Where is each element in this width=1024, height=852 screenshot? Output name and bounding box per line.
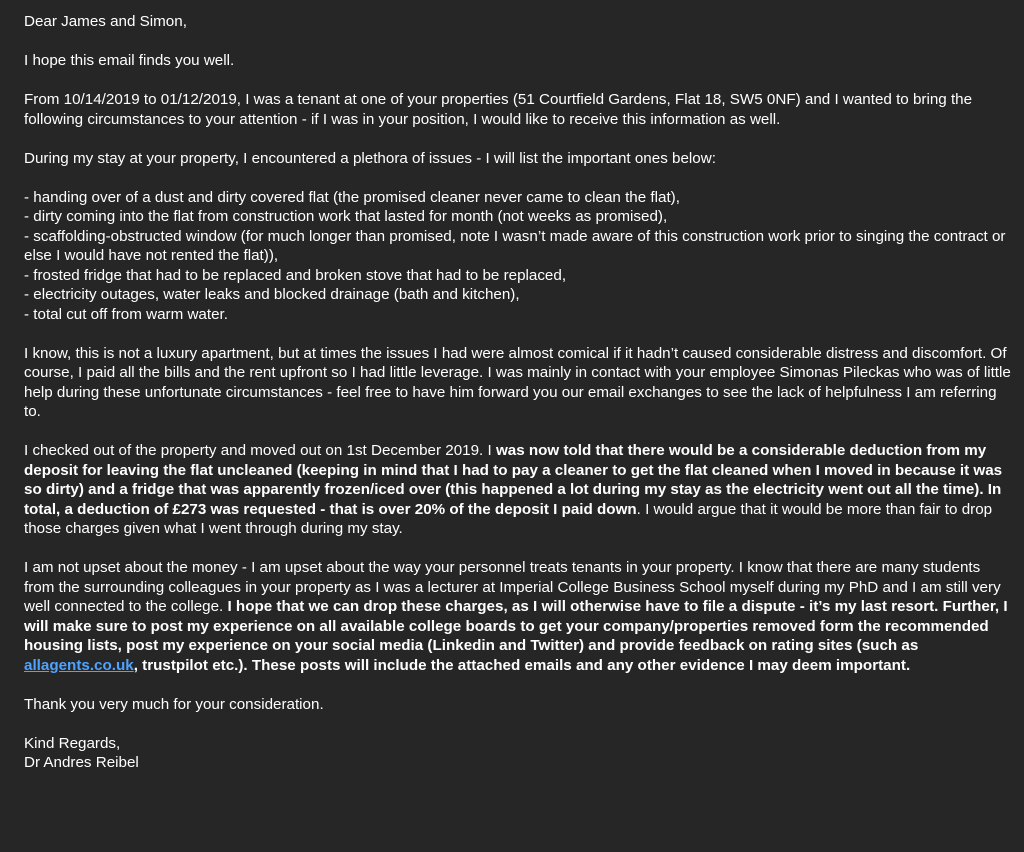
allagents-link[interactable]: allagents.co.uk xyxy=(24,656,134,674)
deduction-text-end: . I would argue that it would be more than fair to drop those charges given what I went through during my stay. xyxy=(24,500,993,537)
issue-item: - handing over of a dust and dirty covered flat (the promised cleaner never came to clean the flat), xyxy=(24,188,680,206)
paragraph-context: I know, this is not a luxury apartment, but at times the issues I had were almost comical if it hadn’t caused considerable distress and discomfort. Of course, I paid all the bills and the rent upfront so I had little leverage. I was mainly in contact with your employee Simonas Pileckas who was of little help during these unfortunate circumstances - feel free to have him forward you our email exchanges to see the lack of helpfulness I am referring to. xyxy=(24,344,1011,420)
dispute-bold-text: I hope that we can drop these charges, as I will otherwise have to file a dispute - it’s my last resort. Further, I will make sure to post my experience on all available college boards to get your company/properties removed form the recommended housing lists, post my experience on your social media (Linkedin and Twitter) and provide feedback on rating sites (such as xyxy=(24,598,1008,654)
signature-block xyxy=(24,734,1014,773)
issue-item: - dirty coming into the flat from construction work that lasted for month (not weeks as promised), xyxy=(24,208,668,225)
intro-paragraph: I hope this email finds you well. xyxy=(24,52,235,69)
issue-item: - frosted fridge that had to be replaced and broken stove that had to be replaced, xyxy=(24,266,567,284)
thanks-paragraph: Thank you very much for your consideration. xyxy=(24,695,324,713)
dispute-bold-text-end: , trustpilot etc.). These posts will include the attached emails and any other evidence I may deem important. xyxy=(133,656,911,674)
issue-item: - electricity outages, water leaks and blocked drainage (bath and kitchen), xyxy=(24,286,520,303)
deduction-text-start: I checked out of the property and moved out on 1st December 2019. I xyxy=(24,442,496,459)
issue-item: - scaffolding-obstructed window (for much longer than promised, note I wasn’t made aware of this construction work prior to singing the contract or else I would have not rented the flat)), xyxy=(24,227,1006,264)
issue-item: - total cut off from warm water. xyxy=(24,305,228,323)
paragraph-tenancy: From 10/14/2019 to 01/12/2019, I was a tenant at one of your properties (51 Courtfield Gardens, Flat 18, SW5 0NF) and I wanted to bring the following circumstances to your attention - if I was in your position, I would like to receive this information as well. xyxy=(24,91,973,128)
paragraph-dispute xyxy=(24,558,1014,675)
deduction-bold-text: was now told that there would be a considerable deduction from my deposit for leaving the flat uncleaned (keeping in mind that I had to pay a cleaner to get the flat cleaned when I moved in because it was so dirty) and a fridge that was apparently frozen/iced over (this happened a lot during my stay as the electricity went out all the time). In total, a deduction of £273 was requested - that is over 20% of the deposit I paid down xyxy=(24,442,1003,518)
dispute-text-start: I am not upset about the money - I am upset about the way your personnel treats tenants in your property. I know that there are many students from the surrounding colleagues in your property as I was a lecturer at Imperial College Business School myself during my PhD and I am still very well connected to the college. xyxy=(24,559,1001,615)
signoff: Kind Regards, xyxy=(24,734,121,752)
greeting: Dear James and Simon, xyxy=(24,13,187,30)
paragraph-issues-intro: During my stay at your property, I encountered a plethora of issues - I will list the important ones below: xyxy=(24,149,716,167)
email-body xyxy=(24,12,1014,792)
signature-name: Dr Andres Reibel xyxy=(24,754,139,771)
paragraph-deduction xyxy=(24,441,1014,539)
issues-list xyxy=(24,188,1014,325)
